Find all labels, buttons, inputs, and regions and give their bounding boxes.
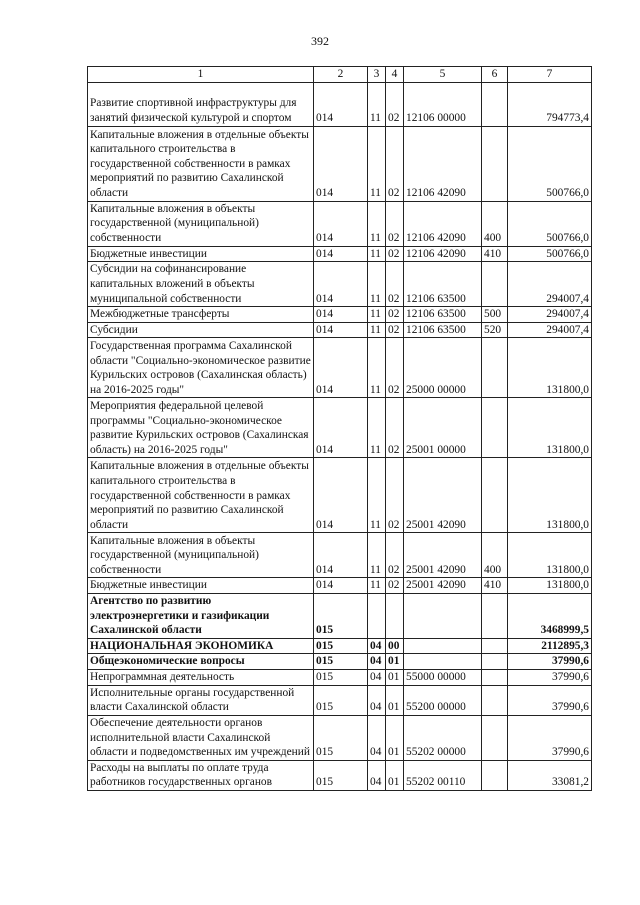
row-subsection-code: 02 — [386, 201, 404, 246]
row-target-code: 12106 63500 — [404, 307, 482, 323]
row-admin-code: 015 — [314, 715, 368, 760]
row-amount: 131800,0 — [508, 458, 592, 533]
row-subsection-code: 02 — [386, 458, 404, 533]
table-row — [88, 307, 592, 323]
row-admin-code: 015 — [314, 669, 368, 685]
table-row — [88, 338, 592, 398]
table-row — [88, 201, 592, 246]
row-subsection-code: 02 — [386, 338, 404, 398]
row-amount: 131800,0 — [508, 338, 592, 398]
row-name: Расходы на выплаты по оплате труда работников государственных органов — [88, 760, 314, 790]
budget-table-body — [88, 67, 592, 791]
row-expense-kind-code: 500 — [482, 307, 508, 323]
row-expense-kind-code — [482, 398, 508, 458]
row-amount: 37990,6 — [508, 685, 592, 715]
row-subsection-code: 02 — [386, 307, 404, 323]
column-header: 6 — [482, 67, 508, 83]
row-target-code: 25001 42090 — [404, 578, 482, 594]
row-amount: 500766,0 — [508, 246, 592, 262]
row-amount: 294007,4 — [508, 262, 592, 307]
row-name: Капитальные вложения в отдельные объекты капитального строительства в государственной собственности в рамках мероприятий по развитию Сахалинской области — [88, 458, 314, 533]
table-row — [88, 126, 592, 201]
row-target-code: 25001 42090 — [404, 458, 482, 533]
row-expense-kind-code — [482, 654, 508, 670]
row-subsection-code: 02 — [386, 322, 404, 338]
row-name: Государственная программа Сахалинской области "Социально-экономическое развитие Курильских островов (Сахалинская область) на 2016-2025 годы" — [88, 338, 314, 398]
row-target-code: 25000 00000 — [404, 338, 482, 398]
row-amount: 294007,4 — [508, 322, 592, 338]
table-row — [88, 322, 592, 338]
row-amount: 294007,4 — [508, 307, 592, 323]
row-expense-kind-code — [482, 669, 508, 685]
row-expense-kind-code: 410 — [482, 246, 508, 262]
row-admin-code: 014 — [314, 458, 368, 533]
row-target-code: 12106 42090 — [404, 246, 482, 262]
row-name: Развитие спортивной инфраструктуры для занятий физической культурой и спортом — [88, 82, 314, 126]
table-row — [88, 262, 592, 307]
row-target-code — [404, 654, 482, 670]
row-expense-kind-code — [482, 638, 508, 654]
row-target-code: 55000 00000 — [404, 669, 482, 685]
table-row — [88, 715, 592, 760]
table-row — [88, 593, 592, 638]
row-section-code — [368, 593, 386, 638]
table-row — [88, 654, 592, 670]
table-header-row — [88, 67, 592, 83]
budget-table — [87, 66, 592, 791]
row-section-code: 11 — [368, 322, 386, 338]
row-section-code: 11 — [368, 578, 386, 594]
row-expense-kind-code — [482, 760, 508, 790]
row-admin-code: 015 — [314, 685, 368, 715]
row-amount: 37990,6 — [508, 654, 592, 670]
row-subsection-code: 01 — [386, 685, 404, 715]
column-header: 1 — [88, 67, 314, 83]
row-expense-kind-code — [482, 715, 508, 760]
row-expense-kind-code: 520 — [482, 322, 508, 338]
row-target-code: 12106 42090 — [404, 201, 482, 246]
row-admin-code: 015 — [314, 760, 368, 790]
page-number: 392 — [311, 34, 329, 48]
row-target-code: 12106 00000 — [404, 82, 482, 126]
row-expense-kind-code — [482, 338, 508, 398]
row-expense-kind-code — [482, 126, 508, 201]
row-name: Капитальные вложения в объекты государственной (муниципальной) собственности — [88, 201, 314, 246]
row-admin-code: 014 — [314, 126, 368, 201]
row-subsection-code: 02 — [386, 398, 404, 458]
row-section-code: 04 — [368, 654, 386, 670]
table-row — [88, 533, 592, 578]
row-expense-kind-code — [482, 262, 508, 307]
row-name: Агентство по развитию электроэнергетики и газификации Сахалинской области — [88, 593, 314, 638]
row-subsection-code: 01 — [386, 669, 404, 685]
table-row — [88, 246, 592, 262]
row-target-code: 55200 00000 — [404, 685, 482, 715]
row-subsection-code: 01 — [386, 715, 404, 760]
row-admin-code: 014 — [314, 82, 368, 126]
row-admin-code: 014 — [314, 246, 368, 262]
row-name: Бюджетные инвестиции — [88, 246, 314, 262]
row-target-code: 12106 63500 — [404, 262, 482, 307]
row-admin-code: 014 — [314, 262, 368, 307]
row-section-code: 11 — [368, 307, 386, 323]
row-amount: 500766,0 — [508, 126, 592, 201]
row-section-code: 11 — [368, 262, 386, 307]
row-section-code: 04 — [368, 638, 386, 654]
row-subsection-code: 02 — [386, 82, 404, 126]
row-amount: 131800,0 — [508, 533, 592, 578]
row-target-code: 12106 63500 — [404, 322, 482, 338]
row-name: Мероприятия федеральной целевой программы "Социально-экономическое развитие Курильских островов (Сахалинская область) на 2016-2025 годы" — [88, 398, 314, 458]
row-admin-code: 015 — [314, 638, 368, 654]
row-admin-code: 014 — [314, 398, 368, 458]
row-section-code: 11 — [368, 458, 386, 533]
row-subsection-code: 02 — [386, 262, 404, 307]
row-section-code: 11 — [368, 201, 386, 246]
row-name: Капитальные вложения в объекты государственной (муниципальной) собственности — [88, 533, 314, 578]
row-name: Капитальные вложения в отдельные объекты капитального строительства в государственной собственности в рамках мероприятий по развитию Сахалинской области — [88, 126, 314, 201]
row-amount: 131800,0 — [508, 398, 592, 458]
row-section-code: 04 — [368, 715, 386, 760]
table-row — [88, 82, 592, 126]
row-target-code: 12106 42090 — [404, 126, 482, 201]
row-name: Общеэкономические вопросы — [88, 654, 314, 670]
row-amount: 33081,2 — [508, 760, 592, 790]
row-admin-code: 014 — [314, 322, 368, 338]
row-subsection-code — [386, 593, 404, 638]
row-amount: 2112895,3 — [508, 638, 592, 654]
row-subsection-code: 02 — [386, 246, 404, 262]
row-subsection-code: 02 — [386, 126, 404, 201]
row-amount: 131800,0 — [508, 578, 592, 594]
row-admin-code: 014 — [314, 201, 368, 246]
table-row — [88, 760, 592, 790]
table-row — [88, 669, 592, 685]
row-expense-kind-code: 400 — [482, 201, 508, 246]
row-admin-code: 014 — [314, 338, 368, 398]
row-target-code: 25001 00000 — [404, 398, 482, 458]
column-header: 5 — [404, 67, 482, 83]
row-subsection-code: 01 — [386, 760, 404, 790]
row-amount: 3468999,5 — [508, 593, 592, 638]
row-amount: 500766,0 — [508, 201, 592, 246]
column-header: 3 — [368, 67, 386, 83]
row-admin-code: 014 — [314, 307, 368, 323]
row-name: НАЦИОНАЛЬНАЯ ЭКОНОМИКА — [88, 638, 314, 654]
row-section-code: 11 — [368, 82, 386, 126]
row-section-code: 11 — [368, 246, 386, 262]
row-admin-code: 015 — [314, 593, 368, 638]
row-section-code: 11 — [368, 126, 386, 201]
row-expense-kind-code — [482, 458, 508, 533]
row-name: Исполнительные органы государственной власти Сахалинской области — [88, 685, 314, 715]
row-expense-kind-code — [482, 82, 508, 126]
row-admin-code: 014 — [314, 533, 368, 578]
row-target-code — [404, 638, 482, 654]
row-expense-kind-code: 400 — [482, 533, 508, 578]
table-row — [88, 578, 592, 594]
row-amount: 794773,4 — [508, 82, 592, 126]
row-subsection-code: 01 — [386, 654, 404, 670]
row-name: Субсидии — [88, 322, 314, 338]
table-row — [88, 458, 592, 533]
row-target-code: 55202 00000 — [404, 715, 482, 760]
column-header: 2 — [314, 67, 368, 83]
row-subsection-code: 02 — [386, 533, 404, 578]
table-row — [88, 638, 592, 654]
row-name: Бюджетные инвестиции — [88, 578, 314, 594]
table-row — [88, 398, 592, 458]
row-expense-kind-code — [482, 593, 508, 638]
row-subsection-code: 02 — [386, 578, 404, 594]
row-section-code: 11 — [368, 533, 386, 578]
row-subsection-code: 00 — [386, 638, 404, 654]
row-target-code: 55202 00110 — [404, 760, 482, 790]
row-section-code: 04 — [368, 685, 386, 715]
row-amount: 37990,6 — [508, 669, 592, 685]
row-section-code: 04 — [368, 669, 386, 685]
row-admin-code: 015 — [314, 654, 368, 670]
row-admin-code: 014 — [314, 578, 368, 594]
row-target-code — [404, 593, 482, 638]
row-name: Межбюджетные трансферты — [88, 307, 314, 323]
row-expense-kind-code: 410 — [482, 578, 508, 594]
row-target-code: 25001 42090 — [404, 533, 482, 578]
row-name: Обеспечение деятельности органов исполнительной власти Сахалинской области и подведомственных им учреждений — [88, 715, 314, 760]
row-section-code: 04 — [368, 760, 386, 790]
row-section-code: 11 — [368, 398, 386, 458]
table-row — [88, 685, 592, 715]
row-section-code: 11 — [368, 338, 386, 398]
row-expense-kind-code — [482, 685, 508, 715]
column-header: 4 — [386, 67, 404, 83]
column-header: 7 — [508, 67, 592, 83]
row-name: Субсидии на софинансирование капитальных вложений в объекты муниципальной собственности — [88, 262, 314, 307]
row-name: Непрограммная деятельность — [88, 669, 314, 685]
row-amount: 37990,6 — [508, 715, 592, 760]
